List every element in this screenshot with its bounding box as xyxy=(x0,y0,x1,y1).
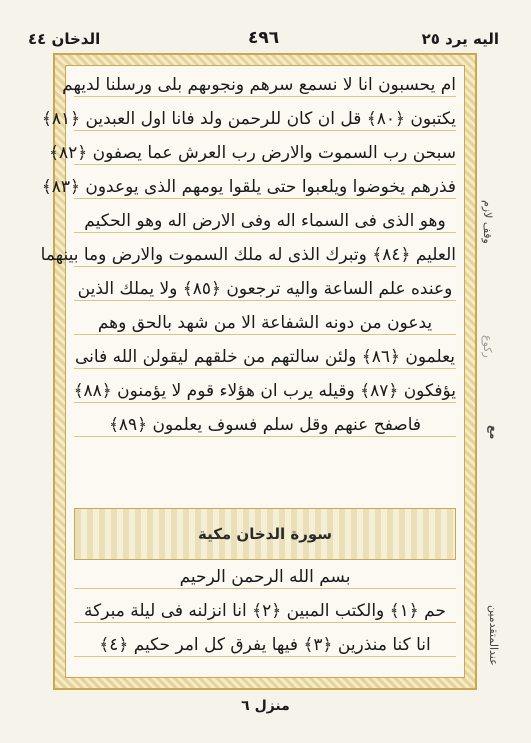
text-line-13: انا كنا منذرين ﴿٣﴾ فيها يفرق كل امر حكيم ﴿٤﴾ xyxy=(74,634,456,657)
text-line-2: يكتبون ﴿٨٠﴾ قل ان كان للرحمن ولد فانا اول العبدين ﴿٨١﴾ xyxy=(41,109,456,129)
text-line-3: سبحن رب السموت والارض رب العرش عما يصفون ﴿٨٢﴾ xyxy=(49,143,456,163)
text-line-7: وعنده علم الساعة واليه ترجعون ﴿٨٥﴾ ولا يملك الذين xyxy=(74,278,456,301)
margin-note-waqf: وقف لازم xyxy=(481,200,494,244)
text-line-11: فاصفح عنهم وقل سلم فسوف يعلمون ﴿٨٩﴾ xyxy=(74,414,456,437)
surah-title: سورة الدخان مكية xyxy=(197,525,332,543)
surah-name-header: الدخان ٤٤ xyxy=(28,30,101,48)
bismillah-line: بسم الله الرحمن الرحيم xyxy=(74,566,456,589)
text-line-12: حم ﴿١﴾ والكتب المبين ﴿٢﴾ انا انزلنه فى ليلة مبركة xyxy=(74,600,456,623)
text-line-8: يدعون من دونه الشفاعة الا من شهد بالحق وهم xyxy=(74,312,456,335)
decorative-frame xyxy=(40,53,477,690)
page-header xyxy=(0,0,531,52)
text-panel xyxy=(40,65,465,678)
manzil-footer: منزل ٦ xyxy=(241,698,290,714)
text-line-5: وهو الذى فى السماء اله وفى الارض اله وهو الحكيم xyxy=(74,210,456,233)
margin-note-ruku: ركوع xyxy=(481,335,494,358)
text-line-9: يعلمون ﴿٨٦﴾ ولئن سالتهم من خلقهم ليقولن الله فانى xyxy=(74,347,456,367)
text-line-4: فذرهم يخوضوا ويلعبوا حتى يلقوا يومهم الذى يوعدون ﴿٨٣﴾ xyxy=(41,177,456,197)
text-line-1: ام يحسبون انا لا نسمع سرهم ونجوىهم بلى ورسلنا لديهم xyxy=(62,75,456,95)
text-line-10: يؤفكون ﴿٨٧﴾ وقيله يرب ان هؤلاء قوم لا يؤمنون ﴿٨٨﴾ xyxy=(73,381,456,401)
surah-title-banner xyxy=(74,508,456,560)
margin-note-mutaqaddimin: عندالمتقدمين xyxy=(487,605,500,666)
juz-name-header: اليه يرد ٢٥ xyxy=(421,30,499,48)
page-number: ٤٩٦ xyxy=(248,28,280,48)
margin-note-ma: مع xyxy=(487,425,500,440)
text-line-6: العليم ﴿٨٤﴾ وتبرك الذى له ملك السموت والارض وما بينهما xyxy=(40,245,456,265)
